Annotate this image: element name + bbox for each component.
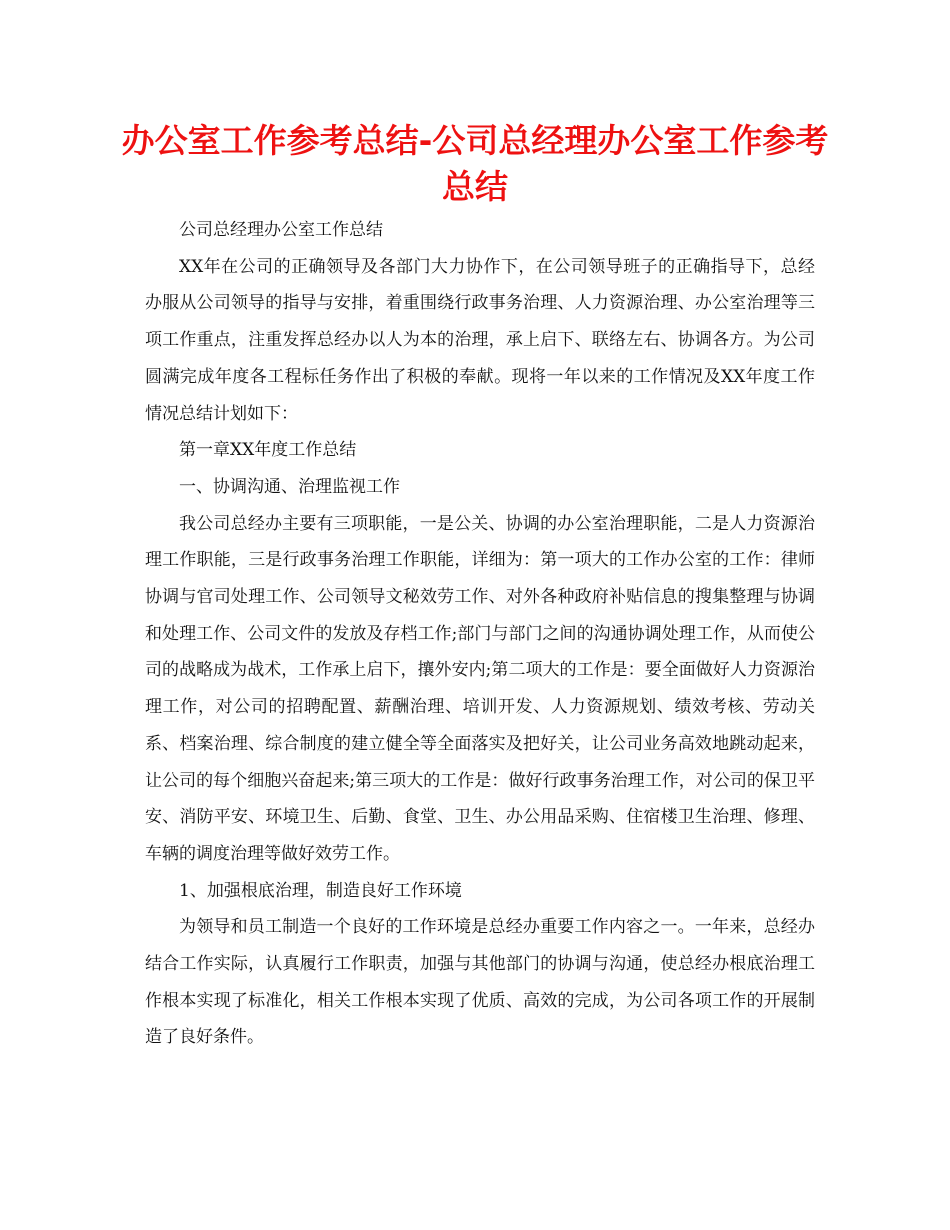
duties-paragraph: 我公司总经办主要有三项职能，一是公关、协调的办公室治理职能，二是人力资源治理工作职能，三是行政事务治理工作职能，详细为：第一项大的工作办公室的工作：律师协调与官司处理工作、公司领导文秘效劳工作、对外各种政府补贴信息的搜集整理与协调和处理工作、公司文件的发放及存档工作;部门与部门之间的沟通协调处理工作，从而使公司的战略成为战术，工作承上启下，攘外安内;第二项大的工作是：要全面做好人力资源治理工作，对公司的招聘配置、薪酬治理、培训开发、人力资源规划、绩效考核、劳动关系、档案治理、综合制度的建立健全等全面落实及把好关，让公司业务高效地跳动起来，让公司的每个细胞兴奋起来;第三项大的工作是：做好行政事务治理工作，对公司的保卫平安、消防平安、环境卫生、后勤、食堂、卫生、办公用品采购、住宿楼卫生治理、修理、车辆的调度治理等做好效劳工作。: [145, 513, 815, 864]
section-heading: 公司总经理办公室工作总结: [179, 220, 383, 240]
document-body: [145, 212, 815, 1056]
chapter-heading: 第一章XX年度工作总结: [179, 440, 357, 461]
environment-paragraph: 为领导和员工制造一个良好的工作环境是总经办重要工作内容之一。一年来，总经办结合工作实际，认真履行工作职责，加强与其他部门的协调与沟通，使总经办根底治理工作根本实现了标准化，相关工作根本实现了优质、高效的完成，为公司各项工作的开展制造了良好条件。: [145, 917, 815, 1048]
subsection-heading: 一、协调沟通、治理监视工作: [179, 476, 400, 497]
document-title: 办公室工作参考总结-公司总经理办公室工作参考总结: [121, 121, 829, 206]
intro-paragraph: XX年在公司的正确领导及各部门大力协作下，在公司领导班子的正确指导下，总经办服从公司领导的指导与安排，着重围绕行政事务治理、人力资源治理、办公室治理等三项工作重点，注重发挥总经办以人为本的治理，承上启下、联络左右、协调各方。为公司圆满完成年度各工程标任务作出了积极的奉献。现将一年以来的工作情况及XX年度工作情况总结计划如下：: [145, 256, 815, 424]
item-heading: 1、加强根底治理，制造良好工作环境: [179, 880, 462, 901]
